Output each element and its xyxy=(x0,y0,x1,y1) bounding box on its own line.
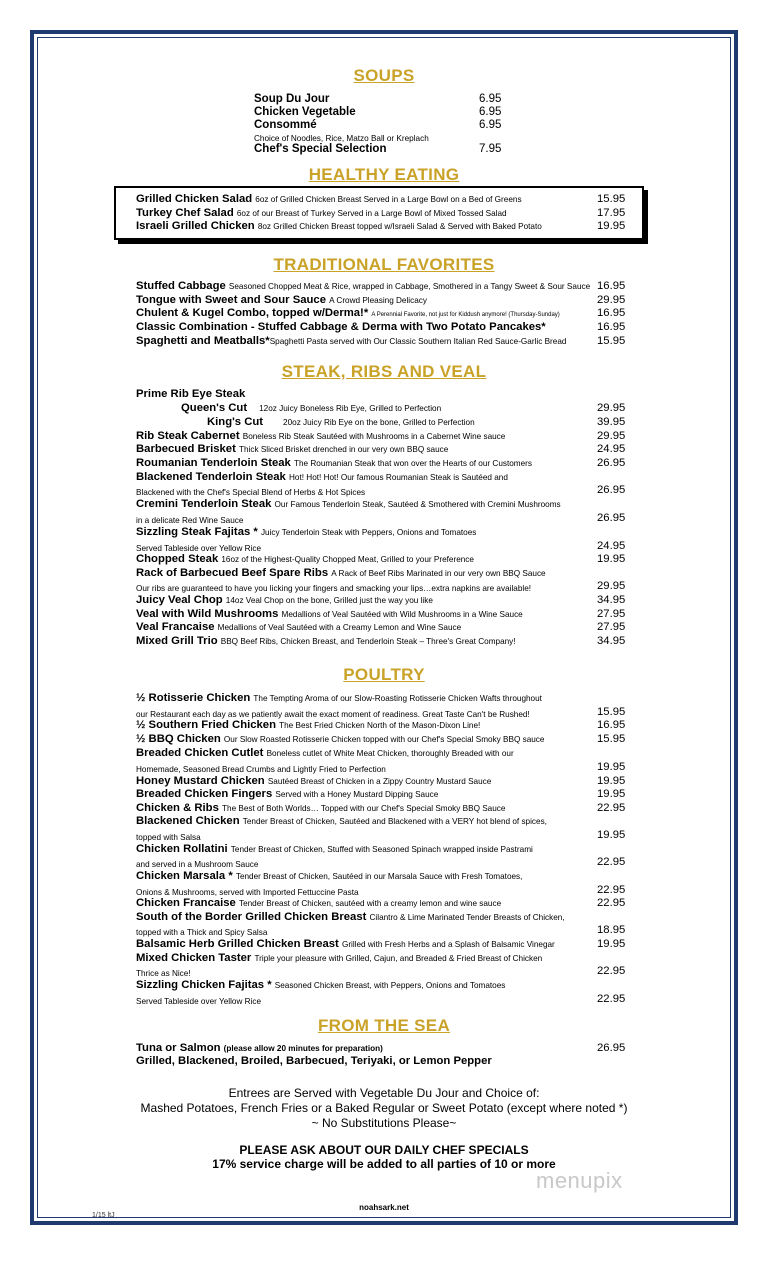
item-name: Queen's Cut xyxy=(181,402,248,414)
menu-item xyxy=(136,938,555,951)
item-price: 19.95 xyxy=(597,553,626,565)
menu-item xyxy=(136,388,245,401)
menu-item xyxy=(136,802,505,815)
website: noahsark.net xyxy=(359,1203,409,1212)
menu-item xyxy=(136,207,507,220)
item-desc: Served Tableside over Yellow Rice xyxy=(136,997,262,1006)
item-desc: Served with a Honey Mustard Dipping Sauce xyxy=(275,790,439,799)
item-price: 16.95 xyxy=(597,321,626,333)
item-desc: Thick Sliced Brisket drenched in our very own BBQ sauce xyxy=(238,445,449,454)
soup-name: Chef's Special Selection xyxy=(254,143,387,155)
item-name: Chicken Rollatini xyxy=(136,843,228,855)
item-price: 19.95 xyxy=(597,829,626,841)
poultry-heading: POULTRY xyxy=(343,665,425,684)
item-desc: Thrice as Nice! xyxy=(136,969,191,978)
item-name: South of the Border Grilled Chicken Breast xyxy=(136,911,367,923)
item-desc: Medallions of Veal Sautéed with a Creamy Lemon and Wine Sauce xyxy=(217,623,462,632)
item-desc: Tender Breast of Chicken, sautéed with a creamy lemon and wine sauce xyxy=(238,899,502,908)
item-name: Israeli Grilled Chicken xyxy=(136,220,255,232)
menu-item xyxy=(136,335,566,348)
item-desc: topped with Salsa xyxy=(136,833,201,842)
watermark: menupix xyxy=(536,1168,623,1193)
item-desc: 20oz Juicy Rib Eye on the bone, Grilled to Perfection xyxy=(283,418,475,427)
soup-price: 6.95 xyxy=(479,93,502,105)
item-desc: Seasoned Chopped Meat & Rice, wrapped in Cabbage, Smothered in a Tangy Sweet & Sour Sauce xyxy=(228,282,591,291)
item-desc: Boneless Rib Steak Sautéed with Mushrooms in a Cabernet Wine sauce xyxy=(242,432,506,441)
item-price: 16.95 xyxy=(597,307,626,319)
menu-item xyxy=(136,457,532,470)
menu-item xyxy=(136,430,505,443)
item-star: * xyxy=(228,870,233,882)
item-price: 29.95 xyxy=(597,294,626,306)
item-price: 22.95 xyxy=(597,802,626,814)
menu-item xyxy=(136,815,547,828)
item-price: 19.95 xyxy=(597,775,626,787)
item-desc: 6oz of Grilled Chicken Breast Served in a Large Bowl on a Bed of Greens xyxy=(255,195,522,204)
specials-line: PLEASE ASK ABOUT OUR DAILY CHEF SPECIALS xyxy=(239,1143,529,1157)
item-price: 16.95 xyxy=(597,280,626,292)
item-price: 19.95 xyxy=(597,788,626,800)
item-desc: 12oz Juicy Boneless Rib Eye, Grilled to Perfection xyxy=(259,404,442,413)
item-price: 26.95 xyxy=(597,484,626,496)
sides-line-1: Entrees are Served with Vegetable Du Jour and Choice of: xyxy=(228,1086,540,1100)
item-desc: Tender Breast of Chicken, Sautéed and Blackened with a VERY hot blend of spices, xyxy=(242,817,547,826)
item-name: ½ Southern Fried Chicken xyxy=(136,719,276,731)
item-price: 34.95 xyxy=(597,594,626,606)
item-price: 24.95 xyxy=(597,443,626,455)
menu-item xyxy=(136,897,501,910)
item-name: ½ Rotisserie Chicken xyxy=(136,692,251,704)
item-price: 15.95 xyxy=(597,193,626,205)
item-name: Tuna or Salmon xyxy=(136,1042,221,1054)
item-desc: 14oz Veal Chop on the bone, Grilled just the way you like xyxy=(225,596,433,605)
menu-item xyxy=(136,621,461,634)
menu-item xyxy=(136,692,542,705)
menu-item xyxy=(136,719,480,732)
item-desc: A Crowd Pleasing Delicacy xyxy=(329,296,427,305)
item-price: 22.95 xyxy=(597,856,626,868)
item-price: 22.95 xyxy=(597,884,626,896)
item-name: Chicken Francaise xyxy=(136,897,236,909)
item-price: 24.95 xyxy=(597,540,626,552)
item-price: 22.95 xyxy=(597,897,626,909)
item-price: 19.95 xyxy=(597,220,626,232)
item-price: 39.95 xyxy=(597,416,626,428)
item-star: * xyxy=(253,526,258,538)
item-name: Roumanian Tenderloin Steak xyxy=(136,457,291,469)
soup-price: 6.95 xyxy=(479,106,502,118)
menu-item xyxy=(136,635,516,648)
item-price: 26.95 xyxy=(597,1042,626,1054)
item-desc: our Restaurant each day as we patiently await the exact moment of readiness. Great Taste Can't be Rushed! xyxy=(136,710,530,719)
item-name: Tongue with Sweet and Sour Sauce xyxy=(136,294,326,306)
item-note: (please allow 20 minutes for preparation) xyxy=(223,1044,383,1053)
item-price: 27.95 xyxy=(597,608,626,620)
menu-item xyxy=(136,979,505,992)
sea-heading: FROM THE SEA xyxy=(317,1016,451,1035)
menu-item xyxy=(136,747,514,760)
sides-line-3: ~ No Substitutions Please~ xyxy=(311,1116,457,1130)
soup-note: Choice of Noodles, Rice, Matzo Ball or Kreplach xyxy=(254,134,429,143)
item-desc: Homemade, Seasoned Bread Crumbs and Lightly Fried to Perfection xyxy=(136,765,386,774)
item-desc: Triple your pleasure with Grilled, Cajun, and Breaded & Fried Breast of Chicken xyxy=(254,954,543,963)
item-price: 15.95 xyxy=(597,706,626,718)
soups-heading: SOUPS xyxy=(353,66,415,85)
item-desc: topped with a Thick and Spicy Salsa xyxy=(136,928,268,937)
menu-item xyxy=(136,775,491,788)
menu-item xyxy=(136,471,508,484)
menu-item xyxy=(181,402,441,415)
menu-item xyxy=(136,870,522,883)
item-name: Grilled Chicken Salad xyxy=(136,193,253,205)
item-desc: BBQ Beef Ribs, Chicken Breast, and Tenderloin Steak – Three's Great Company! xyxy=(220,637,516,646)
item-name: King's Cut xyxy=(207,416,264,428)
item-price: 17.95 xyxy=(597,207,626,219)
item-desc: Our Famous Tenderloin Steak, Sautéed & Smothered with Cremini Mushrooms xyxy=(274,500,561,509)
item-desc: The Best of Both Worlds… Topped with our Chef's Special Smoky BBQ Sauce xyxy=(222,804,506,813)
item-name: Breaded Chicken Fingers xyxy=(136,788,273,800)
item-name: Chicken Marsala xyxy=(136,870,226,882)
item-desc: The Roumanian Steak that won over the Hearts of our Customers xyxy=(293,459,532,468)
item-desc: Spaghetti Pasta served with Our Classic Southern Italian Red Sauce-Garlic Bread xyxy=(269,337,567,346)
item-name: Classic Combination - Stuffed Cabbage & Derma with Two Potato Pancakes* xyxy=(136,321,546,333)
item-price: 26.95 xyxy=(597,512,626,524)
soup-price: 7.95 xyxy=(479,143,502,155)
item-name: Chulent & Kugel Combo, topped w/Derma!* xyxy=(136,307,369,319)
item-name: Mixed Chicken Taster xyxy=(136,952,252,964)
item-price: 15.95 xyxy=(597,335,626,347)
item-price: 22.95 xyxy=(597,993,626,1005)
item-desc: 6oz of our Breast of Turkey Served in a Large Bowl of Mixed Tossed Salad xyxy=(236,209,507,218)
item-desc: and served in a Mushroom Sauce xyxy=(136,860,259,869)
item-desc: Hot! Hot! Hot! Our famous Roumanian Steak is Sautéed and xyxy=(288,473,508,482)
soup-name: Chicken Vegetable xyxy=(254,106,356,118)
item-desc: in a delicate Red Wine Sauce xyxy=(136,516,244,525)
item-desc: Served Tableside over Yellow Rice xyxy=(136,544,262,553)
sides-line-2: Mashed Potatoes, French Fries or a Baked Regular or Sweet Potato (except where noted *) xyxy=(140,1101,628,1115)
menu-item xyxy=(136,843,533,856)
menu-item xyxy=(136,280,590,293)
menu-item xyxy=(136,443,448,456)
sea-styles-text: Grilled, Blackened, Broiled, Barbecued, Teriyaki, or Lemon Pepper xyxy=(136,1055,492,1067)
menu-item xyxy=(136,307,560,322)
menu-item xyxy=(136,526,476,539)
item-desc: A Rack of Beef Ribs Marinated in our very own BBQ Sauce xyxy=(331,569,546,578)
traditional-heading: TRADITIONAL FAVORITES xyxy=(273,255,495,274)
item-name: Turkey Chef Salad xyxy=(136,207,234,219)
item-name: Stuffed Cabbage xyxy=(136,280,226,292)
item-price: 29.95 xyxy=(597,430,626,442)
service-charge-line: 17% service charge will be added to all parties of 10 or more xyxy=(212,1157,556,1171)
soup-name: Consommé xyxy=(254,119,317,131)
menu-item xyxy=(136,608,523,621)
item-star: * xyxy=(267,979,272,991)
item-desc: A Perennial Favorite, not just for Kiddush anymore! (Thursday-Sunday) xyxy=(371,312,560,318)
item-price: 19.95 xyxy=(597,761,626,773)
menu-item xyxy=(136,321,546,334)
print-code: 1/15 ltJ xyxy=(92,1212,115,1219)
item-name: Veal with Wild Mushrooms xyxy=(136,608,279,620)
menu-item xyxy=(136,952,542,965)
item-name: Honey Mustard Chicken xyxy=(136,775,265,787)
item-price: 27.95 xyxy=(597,621,626,633)
soup-name: Soup Du Jour xyxy=(254,93,330,105)
menu-item xyxy=(181,416,475,429)
item-desc: Tender Breast of Chicken, Stuffed with Seasoned Spinach wrapped inside Pastrami xyxy=(230,845,533,854)
item-name: Prime Rib Eye Steak xyxy=(136,388,246,400)
menu-item xyxy=(136,911,565,924)
menu-item xyxy=(136,567,546,580)
item-name: Spaghetti and Meatballs* xyxy=(136,335,270,347)
item-name: Juicy Veal Chop xyxy=(136,594,223,606)
menu-item xyxy=(136,788,438,801)
menu-item xyxy=(136,1042,383,1055)
item-name: Chopped Steak xyxy=(136,553,219,565)
item-desc: Seasoned Chicken Breast, with Peppers, Onions and Tomatoes xyxy=(274,981,506,990)
item-price: 22.95 xyxy=(597,965,626,977)
item-desc: Cilantro & Lime Marinated Tender Breasts of Chicken, xyxy=(369,913,565,922)
item-desc: Tender Breast of Chicken, Sautéed in our Marsala Sauce with Fresh Tomatoes, xyxy=(235,872,523,881)
item-name: Blackened Tenderloin Steak xyxy=(136,471,286,483)
item-name: Balsamic Herb Grilled Chicken Breast xyxy=(136,938,339,950)
item-name: Sizzling Steak Fajitas xyxy=(136,526,251,538)
item-desc: Grilled with Fresh Herbs and a Splash of Balsamic Vinegar xyxy=(341,940,555,949)
menu-item xyxy=(136,498,561,511)
menu-item xyxy=(136,733,544,746)
soup-price: 6.95 xyxy=(479,119,502,131)
item-desc: Blackened with the Chef's Special Blend of Herbs & Hot Spices xyxy=(136,488,366,497)
item-price: 34.95 xyxy=(597,635,626,647)
steak-heading: STEAK, RIBS AND VEAL xyxy=(281,362,487,381)
item-name: Veal Francaise xyxy=(136,621,215,633)
item-desc: Onions & Mushrooms, served with Imported Fettuccine Pasta xyxy=(136,888,359,897)
item-name: Sizzling Chicken Fajitas xyxy=(136,979,265,991)
menu-item xyxy=(136,294,427,307)
item-name: Rack of Barbecued Beef Spare Ribs xyxy=(136,567,329,579)
item-desc: 16oz of the Highest-Quality Chopped Meat, Grilled to your Preference xyxy=(221,555,474,564)
item-price: 19.95 xyxy=(597,938,626,950)
item-price: 26.95 xyxy=(597,457,626,469)
healthy-heading: HEALTHY EATING xyxy=(308,165,460,184)
item-desc: The Tempting Aroma of our Slow-Roasting Rotisserie Chicken Wafts throughout xyxy=(253,694,542,703)
item-name: Blackened Chicken xyxy=(136,815,240,827)
item-desc: Medallions of Veal Sautéed with Wild Mushrooms in a Wine Sauce xyxy=(281,610,523,619)
menu-item xyxy=(136,553,474,566)
item-price: 29.95 xyxy=(597,402,626,414)
menu-item xyxy=(136,193,522,206)
item-name: ½ BBQ Chicken xyxy=(136,733,221,745)
item-desc: Sautéed Breast of Chicken in a Zippy Country Mustard Sauce xyxy=(267,777,492,786)
item-desc: 8oz Grilled Chicken Breast topped w/Israeli Salad & Served with Baked Potato xyxy=(257,222,542,231)
item-desc: The Best Fried Chicken North of the Mason-Dixon Line! xyxy=(279,721,481,730)
menu-item xyxy=(136,220,542,233)
item-price: 15.95 xyxy=(597,733,626,745)
item-desc: Boneless cutlet of White Meat Chicken, thoroughly Breaded with our xyxy=(266,749,514,758)
item-name: Rib Steak Cabernet xyxy=(136,430,240,442)
item-name: Mixed Grill Trio xyxy=(136,635,218,647)
item-name: Barbecued Brisket xyxy=(136,443,236,455)
item-name: Breaded Chicken Cutlet xyxy=(136,747,264,759)
item-price: 18.95 xyxy=(597,924,626,936)
menu-item xyxy=(136,594,433,607)
item-desc: Our ribs are guaranteed to have you licking your fingers and smacking your lips…extra napkins are available! xyxy=(136,584,532,593)
item-name: Chicken & Ribs xyxy=(136,802,219,814)
item-price: 29.95 xyxy=(597,580,626,592)
item-desc: Juicy Tenderloin Steak with Peppers, Onions and Tomatoes xyxy=(260,528,477,537)
item-price: 16.95 xyxy=(597,719,626,731)
item-desc: Our Slow Roasted Rotisserie Chicken topped with our Chef's Special Smoky BBQ sauce xyxy=(223,735,545,744)
item-name: Cremini Tenderloin Steak xyxy=(136,498,272,510)
sea-styles xyxy=(136,1055,492,1068)
